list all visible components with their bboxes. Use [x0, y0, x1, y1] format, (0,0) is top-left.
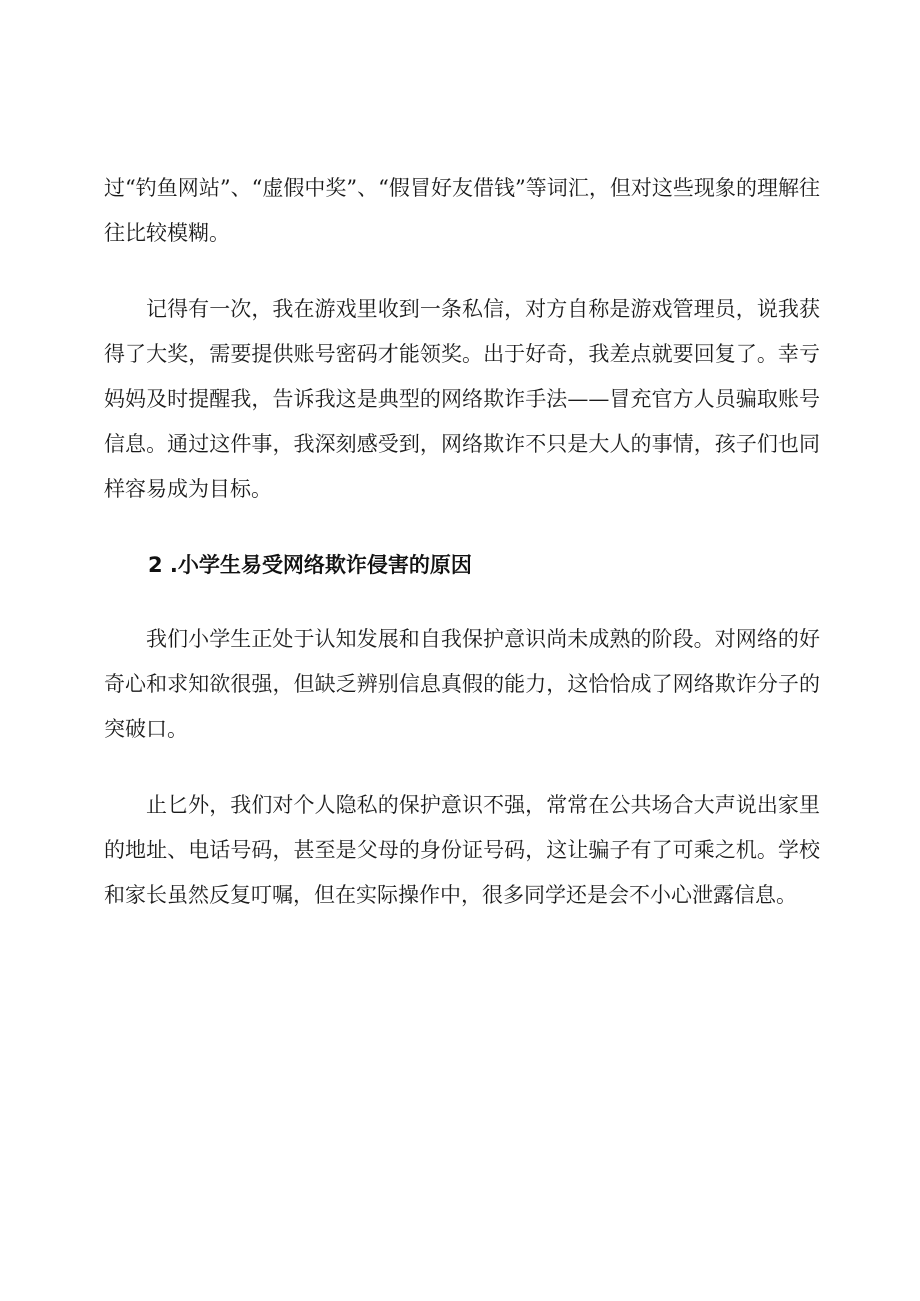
section-heading: 2 .小学生易受网络欺诈侵害的原因 [148, 553, 472, 577]
document-body [104, 166, 820, 949]
paragraph-continued: 过“钓鱼网站”、“虚假中奖”、“假冒好友借钱”等词汇，但对这些现象的理解往往比较模糊。 [104, 176, 820, 245]
paragraph-cognition: 我们小学生正处于认知发展和自我保护意识尚未成熟的阶段。对网络的好奇心和求知欲很强，但缺乏辨别信息真假的能力，这恰恰成了网络欺诈分子的突破口。 [104, 627, 820, 741]
paragraph-game-message: 记得有一次，我在游戏里收到一条私信，对方自称是游戏管理员，说我获得了大奖，需要提供账号密码才能领奖。出于好奇，我差点就要回复了。幸亏妈妈及时提醒我，告诉我这是典型的网络欺诈手法——冒充官方人员骗取账号信息。通过这件事，我深刻感受到，网络欺诈不只是大人的事情，孩子们也同样容易成为目标。 [104, 297, 820, 501]
paragraph-privacy: 止匕外，我们对个人隐私的保护意识不强，常常在公共场合大声说出家里的地址、电话号码，甚至是父母的身份证号码，这让骗子有了可乘之机。学校和家长虽然反复叮嘱，但在实际操作中，很多同学还是会不小心泄露信息。 [104, 793, 820, 907]
